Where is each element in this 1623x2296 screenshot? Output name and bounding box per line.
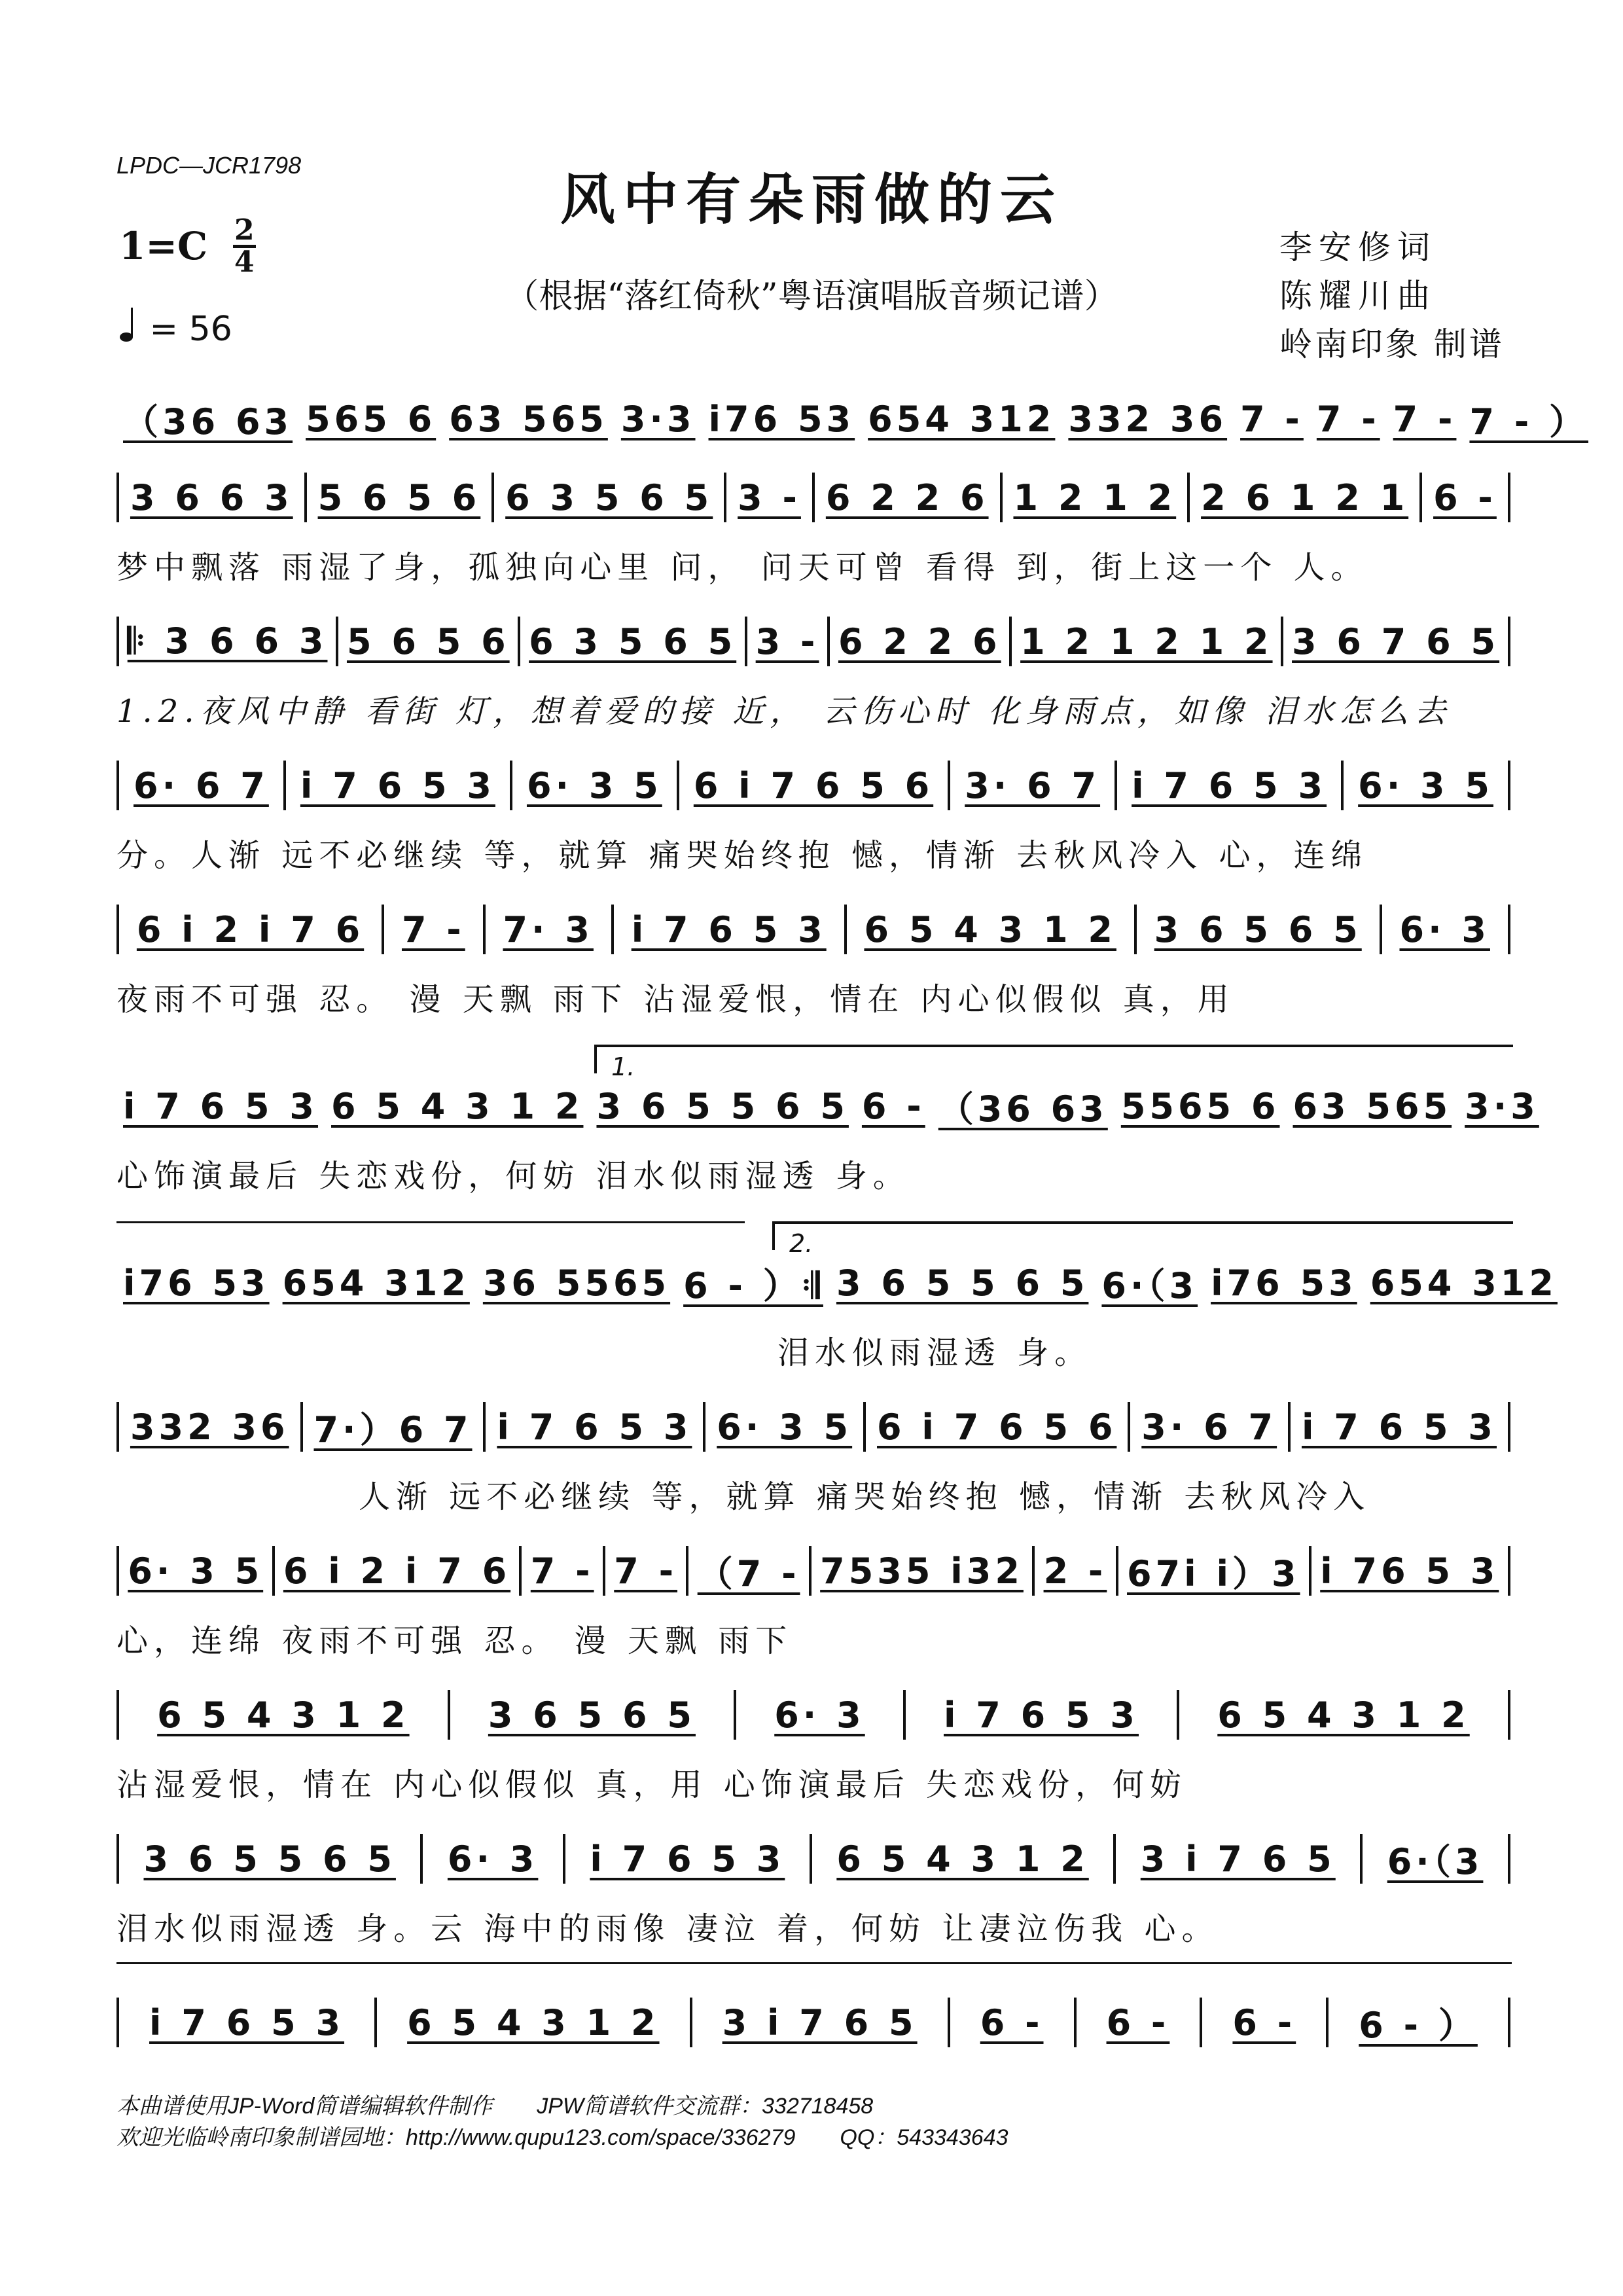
barline — [116, 905, 119, 954]
measure: 3· 6 7 — [965, 764, 1101, 806]
measure: 6 - ） — [1359, 2004, 1478, 2046]
measure: 7 - — [1316, 398, 1380, 440]
measure: 332 36 — [130, 1406, 289, 1448]
measure: 7·）6 7 — [313, 1408, 473, 1450]
measure: 6 - — [1232, 2001, 1296, 2043]
barline — [1508, 1690, 1510, 1740]
measure: 6· 3 — [447, 1838, 539, 1880]
barline — [1360, 1834, 1363, 1884]
measure: 6 - — [1433, 476, 1497, 518]
barline — [336, 617, 338, 666]
barline — [863, 1402, 866, 1452]
barline — [1032, 1546, 1035, 1596]
measure: i76 53 — [123, 1262, 270, 1304]
barline — [1508, 617, 1510, 666]
barline — [116, 761, 119, 810]
barline — [686, 1546, 688, 1596]
barline — [1508, 1546, 1510, 1596]
score-row — [116, 393, 1589, 471]
lyric-line: 沾湿爱恨，情在 内心似假似 真，用 心饰演最后 失恋戏份，何妨 — [116, 1767, 1188, 1803]
key-signature: 1=C — [119, 224, 208, 268]
measure: 6·（3 — [1387, 1840, 1484, 1882]
barline — [724, 473, 726, 522]
measure: 6 2 2 6 — [838, 620, 1001, 662]
time-numerator: 2 — [234, 213, 255, 247]
barline — [483, 1402, 486, 1452]
measure: 6 i 7 6 5 6 — [877, 1406, 1117, 1448]
score-row — [116, 1545, 1510, 1659]
barline — [812, 473, 815, 522]
measure: i 7 6 5 3 — [300, 764, 495, 806]
measure: 3 6 5 5 6 5 — [596, 1085, 849, 1127]
measure: 6 i 2 i 7 6 — [136, 908, 365, 950]
barline — [1288, 1402, 1291, 1452]
barline — [283, 761, 286, 810]
notation-line — [116, 1080, 1539, 1132]
barline — [1177, 1690, 1179, 1740]
measure: 6 i 7 6 5 6 — [693, 764, 934, 806]
barline — [304, 473, 307, 522]
measure: i 7 6 5 3 — [497, 1406, 692, 1448]
measure: i 7 6 5 3 — [631, 908, 827, 950]
barline — [1115, 761, 1117, 810]
barline — [420, 1834, 423, 1884]
score-row — [116, 1996, 1510, 2075]
barline — [483, 905, 486, 954]
measure: 3 6 6 3 — [130, 476, 293, 518]
barline — [116, 1546, 119, 1596]
measure: 67i i）3 — [1127, 1552, 1300, 1594]
barline — [510, 761, 512, 810]
measure: 7535 i32 — [820, 1550, 1024, 1592]
measure: 654 312 — [868, 398, 1056, 440]
barline — [1309, 1546, 1311, 1596]
barline — [1074, 1998, 1077, 2047]
measure: 3 6 5 5 6 5 — [143, 1838, 396, 1880]
time-signature — [233, 213, 256, 279]
barline — [1508, 1402, 1510, 1452]
notation-line — [116, 1689, 1510, 1741]
barline — [1380, 905, 1382, 954]
measure: 6 5 4 3 1 2 — [864, 908, 1116, 950]
barline — [809, 1546, 812, 1596]
notation-line — [116, 1833, 1510, 1885]
barline — [374, 1998, 377, 2047]
measure: i 7 6 5 3 — [1132, 764, 1327, 806]
measure: 6 5 4 3 1 2 — [407, 2001, 660, 2043]
measure: 3 - — [755, 620, 819, 662]
measure: 6· 3 5 — [128, 1550, 264, 1592]
barline — [1116, 1546, 1118, 1596]
measure: i 7 6 5 3 — [149, 2001, 345, 2043]
score-row — [116, 903, 1510, 1018]
barline — [272, 1546, 275, 1596]
measure: 7 - — [1393, 398, 1457, 440]
arranger: 岭南印象 制谱 — [1279, 325, 1505, 363]
measure: 3 6 5 6 5 — [488, 1694, 696, 1736]
measure: 332 36 — [1068, 398, 1228, 440]
notation-line — [116, 759, 1510, 812]
measure: 654 312 — [1370, 1262, 1558, 1304]
first-ending-label: 1. — [611, 1052, 635, 1081]
measure: 36 5565 — [482, 1262, 671, 1304]
quarter-note-icon — [119, 306, 139, 351]
barline — [1187, 473, 1190, 522]
measure: 6· 6 7 — [134, 764, 269, 806]
barline — [300, 1402, 303, 1452]
measure: 6· 3 5 — [1358, 764, 1493, 806]
measure: 7· 3 — [503, 908, 594, 950]
score-row — [116, 1689, 1510, 1803]
measure: 6· 3 — [774, 1694, 865, 1736]
barline — [1508, 1998, 1510, 2047]
measure: 7 - — [614, 1550, 678, 1592]
notation-line — [116, 1257, 1558, 1309]
measure: 3 6 5 5 6 5 — [836, 1262, 1089, 1304]
footer-software-note: 本曲谱使用JP-Word简谱编辑软件制作 JPW简谱软件交流群：332718458 — [116, 2094, 874, 2119]
measure: 3 6 5 6 5 — [1154, 908, 1362, 950]
measure: i 7 6 5 3 — [943, 1694, 1139, 1736]
measure: 3 6 7 6 5 — [1292, 620, 1500, 662]
measure: i 7 6 5 3 — [123, 1085, 319, 1127]
barline — [116, 1834, 119, 1884]
notation-line — [116, 393, 1589, 445]
measure: 3· 6 7 — [1141, 1406, 1277, 1448]
first-ending-bracket — [594, 1045, 1513, 1081]
lyric-line: 人渐 远不必继续 等，就算 痛哭始终抱 憾，情渐 去秋风冷入 — [359, 1479, 1371, 1515]
barline — [844, 905, 847, 954]
barline — [1508, 905, 1510, 954]
barline — [382, 905, 384, 954]
barline — [745, 617, 747, 666]
measure: 654 312 — [282, 1262, 470, 1304]
lyric-line: 分。人渐 远不必继续 等，就算 痛哭始终抱 憾，情渐 去秋风冷入 心，连绵 — [116, 837, 1368, 874]
measure: 6 5 4 3 1 2 — [331, 1085, 584, 1127]
measure: i76 53 — [708, 398, 855, 440]
notation-line — [116, 471, 1510, 524]
barline — [1419, 473, 1422, 522]
barline — [948, 761, 950, 810]
measure: 6 2 2 6 — [825, 476, 989, 518]
barline — [116, 1690, 119, 1740]
measure: 7 - — [401, 908, 465, 950]
measure: （36 63 — [123, 401, 293, 442]
score-code: LPDC—JCR1798 — [116, 152, 302, 179]
tempo-value: = 56 — [149, 310, 232, 349]
barline — [734, 1690, 736, 1740]
barline — [703, 1402, 705, 1452]
barline — [1128, 1402, 1130, 1452]
barline — [1326, 1998, 1329, 2047]
measure: （36 63 — [938, 1088, 1108, 1130]
measure: i 7 6 5 3 — [1301, 1406, 1497, 1448]
measure: i 76 5 3 — [1320, 1550, 1499, 1592]
barline — [948, 1998, 950, 2047]
measure: 6 5 4 3 1 2 — [836, 1838, 1089, 1880]
measure: 1 2 1 2 1 2 — [1020, 620, 1273, 662]
measure: 7 - — [530, 1550, 594, 1592]
measure: 6 3 5 6 5 — [505, 476, 713, 518]
barline — [518, 617, 520, 666]
barline — [677, 761, 679, 810]
measure: 6 3 5 6 5 — [529, 620, 737, 662]
barline — [1508, 761, 1510, 810]
footer-website-note: 欢迎光临岭南印象制谱园地：http://www.qupu123.com/space/336279 QQ：543343643 — [116, 2125, 1008, 2150]
lyric-line: 1.2.夜风中静 看街 灯，想着爱的接 近， 云伤心时 化身雨点，如像 泪水怎么去 — [116, 693, 1452, 730]
second-ending-bracket — [772, 1221, 1513, 1258]
lyric-line: 心饰演最后 失恋戏份，何妨 泪水似雨湿透 身。 — [116, 1158, 910, 1194]
barline — [690, 1998, 692, 2047]
lyricist: 李安修词 — [1279, 228, 1436, 266]
barline — [1200, 1998, 1202, 2047]
lyric-line: 泪水似雨湿透 身。云 海中的雨像 凄泣 着，何妨 让凄泣伤我 心。 — [116, 1910, 1219, 1947]
measure: 3 i 7 6 5 — [722, 2001, 918, 2043]
barline — [903, 1690, 906, 1740]
lyric-line: 心，连绵 夜雨不可强 忍。 漫 天飘 雨下 — [116, 1623, 793, 1659]
measure: （7 - — [697, 1552, 800, 1594]
measure: 6· 3 5 — [717, 1406, 853, 1448]
barline — [1281, 617, 1283, 666]
measure: i 7 6 5 3 — [590, 1838, 785, 1880]
notation-line — [116, 615, 1510, 668]
measure: 2 6 1 2 1 — [1201, 476, 1409, 518]
score-row — [116, 1080, 1539, 1194]
barline — [1134, 905, 1137, 954]
lyric-line: 夜雨不可强 忍。 漫 天飘 雨下 沾湿爱恨，情在 内心似假似 真，用 — [116, 981, 1235, 1018]
ending-rule — [116, 1221, 745, 1223]
score-row — [116, 471, 1510, 586]
measure: 5 6 5 6 — [346, 620, 510, 662]
barline — [116, 617, 119, 666]
score-row — [116, 1257, 1558, 1371]
score-row — [116, 759, 1510, 874]
measure: 63 565 — [1293, 1085, 1452, 1127]
barline — [563, 1834, 565, 1884]
barline — [1000, 473, 1003, 522]
time-denominator: 4 — [234, 245, 255, 279]
barline — [611, 905, 614, 954]
measure: 6 - — [1106, 2001, 1170, 2043]
measure: 6 i 2 i 7 6 — [283, 1550, 511, 1592]
score-row — [116, 615, 1510, 730]
barline — [491, 473, 494, 522]
measure: 3·3 — [1465, 1085, 1539, 1127]
tempo-marking — [119, 306, 232, 351]
barline — [1009, 617, 1012, 666]
barline — [827, 617, 830, 666]
measure: 6·（3 — [1101, 1265, 1198, 1306]
barline — [1508, 473, 1510, 522]
measure: 7 - ） — [1469, 401, 1589, 442]
measure: 5 6 5 6 — [317, 476, 481, 518]
measure: 6 - — [861, 1085, 925, 1127]
barline — [116, 1402, 119, 1452]
score-row — [116, 1401, 1510, 1515]
measure: 6· 3 — [1399, 908, 1490, 950]
measure: 3 - — [738, 476, 801, 518]
barline — [116, 473, 119, 522]
barline — [810, 1834, 812, 1884]
subtitle: （根据“落红倚秋”粤语演唱版音频记谱） — [505, 277, 1118, 316]
barline — [603, 1546, 605, 1596]
measure: 6 - ）𝄇 — [683, 1265, 823, 1306]
measure: 3 i 7 6 5 — [1140, 1838, 1336, 1880]
notation-line — [116, 1996, 1510, 2049]
barline — [1113, 1834, 1116, 1884]
measure: 6 5 4 3 1 2 — [157, 1694, 410, 1736]
measure: 1 2 1 2 — [1013, 476, 1177, 518]
score-row — [116, 1833, 1510, 1947]
measure: 3·3 — [620, 398, 696, 440]
composer: 陈耀川曲 — [1279, 277, 1436, 315]
measure: 6· 3 5 — [526, 764, 662, 806]
measure: 𝄆 3 6 6 3 — [127, 620, 328, 662]
measure: 2 - — [1043, 1550, 1107, 1592]
barline — [116, 1998, 119, 2047]
measure: 5565 6 — [1120, 1085, 1280, 1127]
measure: 6 5 4 3 1 2 — [1217, 1694, 1470, 1736]
measure: 6 - — [980, 2001, 1044, 2043]
barline — [519, 1546, 522, 1596]
page-title: 风中有朵雨做的云 — [560, 167, 1063, 232]
lyric-line: 泪水似雨湿透 身。 — [777, 1335, 1092, 1371]
notation-line — [116, 1545, 1510, 1597]
measure: 565 6 — [306, 398, 437, 440]
barline — [1341, 761, 1344, 810]
barline — [1508, 1834, 1510, 1884]
second-ending-label: 2. — [789, 1229, 813, 1258]
measure: i76 53 — [1211, 1262, 1357, 1304]
lyric-line: 梦中飘落 雨湿了身，孤独向心里 问， 问天可曾 看得 到，街上这一个 人。 — [116, 549, 1368, 586]
notation-line — [116, 1401, 1510, 1453]
notation-line — [116, 903, 1510, 956]
final-rule — [116, 1962, 1512, 1964]
measure: 63 565 — [449, 398, 608, 440]
barline — [448, 1690, 450, 1740]
measure: 7 - — [1240, 398, 1304, 440]
